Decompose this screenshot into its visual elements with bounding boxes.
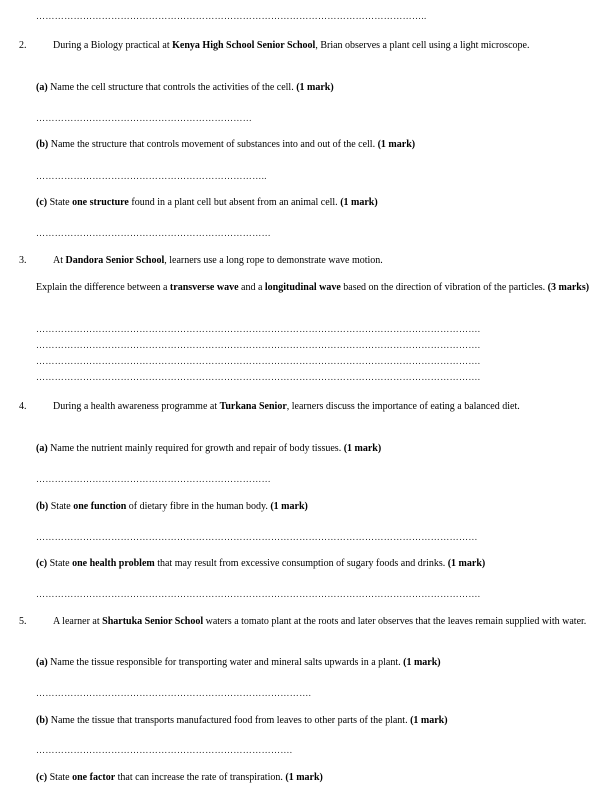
marks: (1 mark): [410, 715, 448, 726]
marks: (3 marks): [547, 282, 590, 293]
question-2c: (c) State one structure found in a plant cell but absent from an animal cell. (1 mark): [36, 197, 378, 208]
answer-line: …………………………………………………………………: [36, 474, 271, 484]
marks: (1 mark): [296, 82, 334, 93]
marks: (1 mark): [340, 197, 378, 208]
question-4a: (a) Name the nutrient mainly required for growth and repair of body tissues. (1 mark): [36, 443, 382, 454]
answer-line: ……………………………………………………………………………………………………………………………: [36, 532, 478, 542]
question-number: 2.: [19, 40, 27, 51]
question-3-stem: 3. At Dandora Senior School, learners use a long rope to demonstrate wave motion.: [19, 255, 383, 266]
school-name: Dandora Senior School: [65, 255, 165, 266]
school-name: Turkana Senior: [219, 401, 287, 412]
answer-line: ……………………………………………………………: [36, 113, 253, 123]
marks: (1 mark): [447, 558, 486, 569]
answer-line: ………………………………………………………………..: [36, 171, 267, 181]
answer-line: …………………………………………………………………………………………………………………………….: [36, 589, 481, 599]
question-number: 5.: [19, 616, 27, 627]
question-number: 4.: [19, 401, 27, 412]
question-4b: (b) State one function of dietary fibre in the human body. (1 mark): [36, 501, 308, 512]
answer-line: …………………………………………………………………: [36, 228, 271, 238]
answer-line: …………………………………………………………………………………………………………………………….: [36, 340, 481, 350]
question-number: 3.: [19, 255, 27, 266]
answer-line: …………………………………………………………………………….: [36, 688, 312, 698]
answer-line: ……………………………………………………………………….: [36, 745, 293, 755]
question-3-explain: Explain the difference between a transverse wave and a longitudinal wave based on the direction of vibration of the particles. (3 marks): [36, 282, 590, 293]
question-5a: (a) Name the tissue responsible for transporting water and mineral salts upwards in a plant. (1 mark): [36, 657, 441, 668]
marks: (1 mark): [403, 657, 441, 668]
marks: (1 mark): [270, 501, 308, 512]
marks: (1 mark): [377, 139, 416, 150]
question-2b: (b) Name the structure that controls movement of substances into and out of the cell. (1 mark): [36, 139, 416, 150]
question-5b: (b) Name the tissue that transports manufactured food from leaves to other parts of the plant. (1 mark): [36, 715, 448, 726]
marks: (1 mark): [285, 772, 323, 783]
school-name: Kenya High School Senior School: [172, 40, 316, 51]
answer-line: …………………………………………………………………………………………………………………………….: [36, 356, 481, 366]
question-5-stem: 5. A learner at Shartuka Senior School waters a tomato plant at the roots and later observes that the leaves remain supplied with water.: [19, 616, 587, 627]
answer-line: …………………………………………………………………………………………………………………………….: [36, 372, 481, 382]
question-5c: (c) State one factor that can increase the rate of transpiration. (1 mark): [36, 772, 323, 783]
question-2-stem: 2. During a Biology practical at Kenya High School Senior School, Brian observes a plant cell using a light microscope.: [19, 40, 530, 51]
question-4-stem: 4. During a health awareness programme at Turkana Senior, learners discuss the importance of eating a balanced diet.: [19, 401, 520, 412]
answer-line: ……………………………………………………………………………………………………………..: [36, 11, 427, 21]
question-4c: (c) State one health problem that may result from excessive consumption of sugary foods and drinks. (1 mark): [36, 558, 486, 569]
question-2a: (a) Name the cell structure that controls the activities of the cell. (1 mark): [36, 82, 334, 93]
answer-line: …………………………………………………………………………………………………………………………….: [36, 324, 481, 334]
marks: (1 mark): [343, 443, 382, 454]
school-name: Shartuka Senior School: [102, 616, 204, 627]
